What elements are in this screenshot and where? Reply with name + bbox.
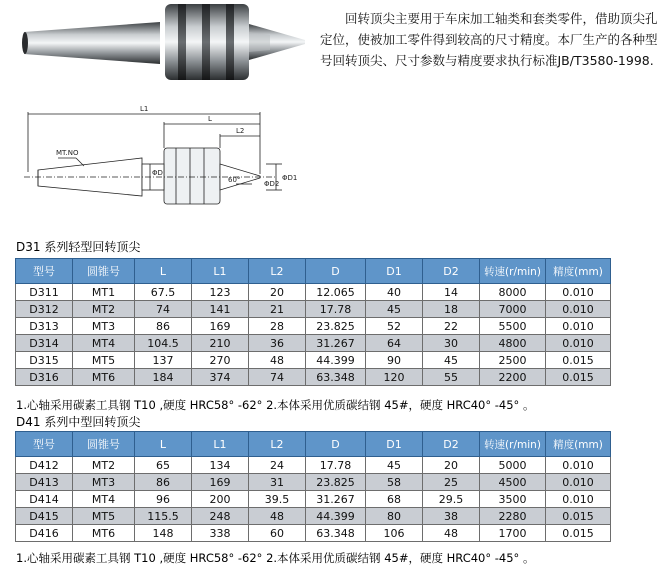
d31-table-cell: 4800 — [480, 335, 546, 352]
d31-table-cell: 30 — [423, 335, 480, 352]
d31-table-cell: 12.065 — [306, 284, 366, 301]
d41-table-row — [16, 491, 611, 508]
d31-table-cell: D312 — [16, 301, 73, 318]
d31-table-cell: 90 — [366, 352, 423, 369]
d31-table-row — [16, 335, 611, 352]
d41-header-row — [16, 432, 611, 457]
d41-table-cell: 0.010 — [546, 491, 611, 508]
live-center-photo — [20, 2, 310, 82]
d31-table-row — [16, 301, 611, 318]
d31-table-cell: 374 — [192, 369, 249, 386]
dim-phi-d1: ΦD1 — [282, 174, 298, 182]
d31-section-title: D31 系列轻型回转顶尖 — [16, 240, 141, 254]
dim-phi-d: ΦD — [152, 169, 163, 177]
d41-material-note: 1.心轴采用碳素工具钢 T10 ,硬度 HRC58° -62° 2.本体采用优质碳结钢 45#，硬度 HRC40° -45° 。 — [16, 551, 535, 565]
d31-table-cell: 74 — [249, 369, 306, 386]
d31-table-cell: 0.015 — [546, 369, 611, 386]
d31-table-cell: 104.5 — [135, 335, 192, 352]
d31-table-cell: 22 — [423, 318, 480, 335]
d41-table-cell: 24 — [249, 457, 306, 474]
d41-table-cell: MT5 — [73, 508, 135, 525]
d31-header-row — [16, 259, 611, 284]
d41-table-cell: 134 — [192, 457, 249, 474]
d31-table-cell: 5500 — [480, 318, 546, 335]
d31-table-cell: 2200 — [480, 369, 546, 386]
d41-table-cell: 0.010 — [546, 474, 611, 491]
d41-table-cell: 200 — [192, 491, 249, 508]
d31-table-cell: MT2 — [73, 301, 135, 318]
d31-table-cell: 7000 — [480, 301, 546, 318]
d31-table-cell: 48 — [249, 352, 306, 369]
dim-l1: L1 — [140, 105, 149, 113]
d41-header-cell: 转速(r/min) — [480, 432, 546, 457]
d41-table-cell: D415 — [16, 508, 73, 525]
d31-header-cell: L2 — [249, 259, 306, 284]
d31-table-cell: 52 — [366, 318, 423, 335]
d41-header-cell: L — [135, 432, 192, 457]
d41-table-cell: 115.5 — [135, 508, 192, 525]
description-text: 回转顶尖主要用于车床加工轴类和套类零件，借助顶尖孔定位，使被加工零件得到较高的尺寸精度。本厂生产的各种型号回转顶尖、尺寸参数与精度要求执行标准JB/T3580-1998. — [320, 11, 658, 68]
d31-material-note: 1.心轴采用碳素工具钢 T10 ,硬度 HRC58° -62° 2.本体采用优质碳结钢 45#，硬度 HRC40° -45° 。 — [16, 398, 535, 412]
d31-table-cell: 0.015 — [546, 352, 611, 369]
d31-table-cell: 8000 — [480, 284, 546, 301]
d41-table-cell: 148 — [135, 525, 192, 542]
d41-table-cell: 338 — [192, 525, 249, 542]
d31-table-cell: MT6 — [73, 369, 135, 386]
d31-table-cell: D316 — [16, 369, 73, 386]
d31-table-row — [16, 284, 611, 301]
d31-table-cell: MT1 — [73, 284, 135, 301]
d41-table-cell: 25 — [423, 474, 480, 491]
d41-table-cell: 38 — [423, 508, 480, 525]
d31-table-row — [16, 318, 611, 335]
d41-table-cell: MT3 — [73, 474, 135, 491]
d41-table-cell: 1700 — [480, 525, 546, 542]
d41-header-cell: 精度(mm) — [546, 432, 611, 457]
d41-table-cell: 48 — [423, 525, 480, 542]
d31-table-cell: 0.010 — [546, 335, 611, 352]
d31-table-cell: MT3 — [73, 318, 135, 335]
d41-table-cell: 5000 — [480, 457, 546, 474]
d41-table-cell: 86 — [135, 474, 192, 491]
d41-table-cell: MT6 — [73, 525, 135, 542]
d41-table-cell: 48 — [249, 508, 306, 525]
d31-table-cell: 74 — [135, 301, 192, 318]
d41-table-cell: 0.015 — [546, 508, 611, 525]
d41-table-cell: 248 — [192, 508, 249, 525]
d31-table-cell: 23.825 — [306, 318, 366, 335]
d31-table-cell: D311 — [16, 284, 73, 301]
d41-table-cell: D412 — [16, 457, 73, 474]
d31-table-cell: 2500 — [480, 352, 546, 369]
d41-header-cell: D — [306, 432, 366, 457]
d41-table-cell: 20 — [423, 457, 480, 474]
d31-table-cell: 31.267 — [306, 335, 366, 352]
product-description — [320, 8, 660, 71]
d31-table-cell: 67.5 — [135, 284, 192, 301]
d41-table-cell: 4500 — [480, 474, 546, 491]
d31-table-cell: 28 — [249, 318, 306, 335]
d41-header-cell: 圆锥号 — [73, 432, 135, 457]
d41-table-cell: 96 — [135, 491, 192, 508]
d31-table-cell: 141 — [192, 301, 249, 318]
d41-table-cell: 31.267 — [306, 491, 366, 508]
d31-table-cell: 63.348 — [306, 369, 366, 386]
d31-table-cell: 45 — [423, 352, 480, 369]
d41-table-cell: 68 — [366, 491, 423, 508]
d31-table-cell: 120 — [366, 369, 423, 386]
d41-table-row — [16, 457, 611, 474]
d41-table-cell: 80 — [366, 508, 423, 525]
d41-section-title: D41 系列中型回转顶尖 — [16, 415, 141, 429]
d41-table-row — [16, 525, 611, 542]
d31-table-cell: 18 — [423, 301, 480, 318]
d31-table-row — [16, 352, 611, 369]
d31-header-cell: L1 — [192, 259, 249, 284]
d31-header-cell: D2 — [423, 259, 480, 284]
d31-table-cell: 14 — [423, 284, 480, 301]
d41-table-cell: 29.5 — [423, 491, 480, 508]
d41-table-cell: 106 — [366, 525, 423, 542]
d41-table-cell: 39.5 — [249, 491, 306, 508]
d31-table-cell: D313 — [16, 318, 73, 335]
d31-header-cell: D — [306, 259, 366, 284]
dim-l2: L2 — [236, 127, 245, 135]
d31-table-cell: 0.010 — [546, 284, 611, 301]
d41-spec-table — [15, 431, 611, 542]
d31-table-cell: 210 — [192, 335, 249, 352]
d31-table-cell: MT4 — [73, 335, 135, 352]
d41-table-cell: 44.399 — [306, 508, 366, 525]
d31-table-row — [16, 369, 611, 386]
dim-l: L — [208, 115, 212, 123]
d41-table-cell: 3500 — [480, 491, 546, 508]
d31-table-cell: 184 — [135, 369, 192, 386]
d41-header-cell: D1 — [366, 432, 423, 457]
d31-table-cell: 45 — [366, 301, 423, 318]
d41-table-cell: 58 — [366, 474, 423, 491]
dim-phi-d2: ΦD2 — [264, 180, 280, 188]
d41-table-cell: 0.010 — [546, 457, 611, 474]
d31-table-cell: 17.78 — [306, 301, 366, 318]
d31-table-cell: 36 — [249, 335, 306, 352]
d31-table-cell: 55 — [423, 369, 480, 386]
d31-header-cell: L — [135, 259, 192, 284]
d41-table-row — [16, 508, 611, 525]
d41-table-cell: 169 — [192, 474, 249, 491]
d31-spec-table — [15, 258, 611, 386]
technical-drawing — [14, 100, 314, 236]
d41-table-cell: 0.015 — [546, 525, 611, 542]
d41-table-cell: D414 — [16, 491, 73, 508]
d41-table-cell: 31 — [249, 474, 306, 491]
d31-table-cell: 40 — [366, 284, 423, 301]
d41-table-cell: D416 — [16, 525, 73, 542]
d41-table-cell: 63.348 — [306, 525, 366, 542]
d41-table-cell: 2280 — [480, 508, 546, 525]
d41-header-cell: L1 — [192, 432, 249, 457]
d41-table-cell: 23.825 — [306, 474, 366, 491]
d41-table-cell: 17.78 — [306, 457, 366, 474]
d41-table-cell: MT4 — [73, 491, 135, 508]
d41-table-cell: D413 — [16, 474, 73, 491]
d31-table-cell: 20 — [249, 284, 306, 301]
d41-table-cell: 65 — [135, 457, 192, 474]
d41-table-cell: 60 — [249, 525, 306, 542]
d31-table-cell: 44.399 — [306, 352, 366, 369]
d31-table-cell: 169 — [192, 318, 249, 335]
d31-table-cell: 123 — [192, 284, 249, 301]
d41-header-cell: L2 — [249, 432, 306, 457]
d31-table-cell: 64 — [366, 335, 423, 352]
d31-table-cell: MT5 — [73, 352, 135, 369]
d31-table-cell: 137 — [135, 352, 192, 369]
d31-header-cell: D1 — [366, 259, 423, 284]
dim-mtno: MT.NO — [56, 149, 79, 157]
d31-table-cell: 86 — [135, 318, 192, 335]
d31-table-cell: D314 — [16, 335, 73, 352]
d41-table-row — [16, 474, 611, 491]
d31-table-cell: 270 — [192, 352, 249, 369]
d31-table-cell: 21 — [249, 301, 306, 318]
d31-table-cell: 0.010 — [546, 318, 611, 335]
d31-header-cell: 精度(mm) — [546, 259, 611, 284]
d31-header-cell: 转速(r/min) — [480, 259, 546, 284]
d31-table-cell: D315 — [16, 352, 73, 369]
d41-header-cell: 型号 — [16, 432, 73, 457]
d41-header-cell: D2 — [423, 432, 480, 457]
d31-header-cell: 圆锥号 — [73, 259, 135, 284]
d31-table-cell: 0.010 — [546, 301, 611, 318]
d41-table-cell: 45 — [366, 457, 423, 474]
d41-table-cell: MT2 — [73, 457, 135, 474]
dim-angle: 60° — [228, 176, 241, 184]
d31-header-cell: 型号 — [16, 259, 73, 284]
